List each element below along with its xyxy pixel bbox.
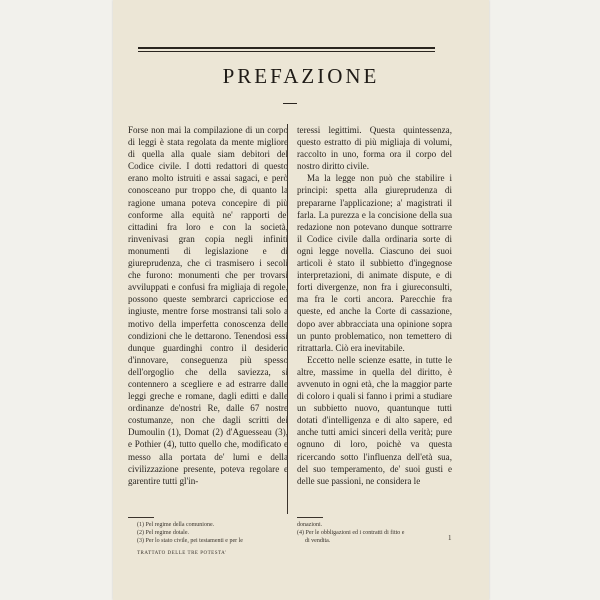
footnote-4: (4) Per le obbligazioni ed i contratti di fitto e [297,530,405,536]
right-column [297,124,452,487]
footnote-4-cont: di vendita. [305,538,331,544]
title-underline [283,103,297,104]
footnote-3: (3) Per lo stato civile, pei testamenti e per le [137,538,243,544]
body-paragraph: Ma la legge non può che stabilire i principi: spetta alla giureprudenza di prepararne l'applicazione; a' magistrati il farla. La purezza e la concisione della sua redazione non potevano dunque sottrarre il Codice civile dalla ordinaria sorte di ogni legge novella. Ciascuno dei suoi articoli è stato il subbietto d'ingegnose interpretazioni, di animate dispute, e di forti divergenze, non fra i giureconsulti, ma fra le corti ancora. Parecchie fra queste, ed anche la Corte di cassazione, dopo aver abbracciata una opinione sopra un punto problematico, non temettero di ritrattarla. Ciò era inevitabile. [297,173,452,353]
footnote-rule [297,517,323,518]
body-paragraph: teressi legittimi. Questa quintessenza, questo estratto di più migliaja di volumi, raccolto in uno, forma ora il corpo del nostro diritto civile. [297,125,452,172]
page-number: 1 [448,534,452,542]
signature-line: TRATTATO DELLE TRE POTESTA' [137,551,227,556]
column-divider [287,124,288,514]
book-page [113,0,489,600]
footnote-3-cont: donazioni. [297,522,323,528]
body-paragraph: Forse non mai la compilazione di un corpo di leggi è stata regolata da mente migliore di quella alla quale siam debitori del Codice civile. I dotti redattori di questo erano molto istruiti e assai sagaci, e però conosceano pur troppo che, di quanto la ragione umana poteva concepire di più conforme alla equità ne' rapporti de' cittadini fra loro e con la società, rinvenivasi gran copia negli infiniti monumenti di legislazione e di giureprudenza, che ci trasmisero i secoli che furono: monumenti che per trovarsi avviluppati e confusi fra migliaja di regole, possono queste sembrarci capricciose ed ingiuste, mentre forse mostransi tali solo a motivo della imperfetta conoscenza delle condizioni che le dettarono. Tenendosi essi dunque guardinghi contro il desiderio d'innovare, conseguenza più spesso dell'orgoglio che della saviezza, si contennero a scegliere e ad estrarre dalle leggi greche e romane, dagli editti e dalle ordinanze de'nostri Re, dalle 67 nostre costumanze, non che dagli scritti dei Dumoulin (1), Domat (2) d'Aguesseau (3), e Pothier (4), tutto quello che, modificato e messo alla portata de' lumi e della civilizzazione presente, poteva regolare e garentire tutti gl'in- [128,125,288,486]
header-rule [138,47,435,52]
footnote-rule [128,517,154,518]
body-paragraph: Eccetto nelle scienze esatte, in tutte le altre, massime in quella del diritto, è avvenuto in ogni età, che la maggior parte di coloro i quali si fanno i primi a studiare un subbietto nuovo, quantunque tutti dotati d'intelligenza e di alto sapere, ed anche tutti amici sinceri della verità; pure ognuno di loro, poichè va questa ricercando sotto l'influenza dell'età sua, del suo temperamento, de' suoi gusti e delle sue passioni, ne considera le [297,354,452,486]
footnote-1: (1) Pel regime della comunione. [137,522,215,528]
left-column [128,124,288,487]
page-title: PREFAZIONE [222,64,380,88]
footnote-2: (2) Pel regime dotale. [137,530,189,536]
